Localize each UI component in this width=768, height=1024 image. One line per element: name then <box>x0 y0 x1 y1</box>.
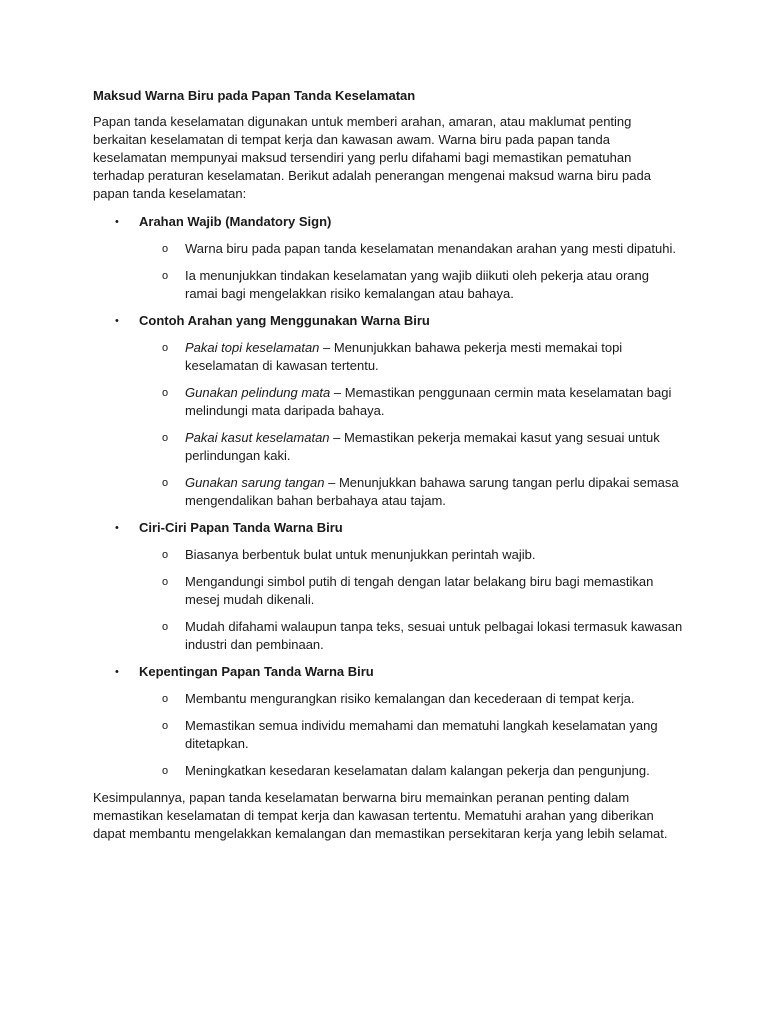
list-item <box>139 762 683 780</box>
item-text: Mengandungi simbol putih di tengah dengan latar belakang biru bagi memastikan mesej mudah dikenali. <box>185 574 654 607</box>
sub-bullet-circle: o <box>162 243 169 255</box>
sub-list <box>139 546 683 654</box>
item-text: – Menunjukkan bahawa pekerja mesti memakai topi keselamatan di kawasan tertentu. <box>185 340 623 373</box>
sub-bullet-circle: o <box>162 720 169 732</box>
item-text: Membantu mengurangkan risiko kemalangan dan kecederaan di tempat kerja. <box>185 691 635 706</box>
item-text: Memastikan semua individu memahami dan mematuhi langkah keselamatan yang ditetapkan. <box>185 718 658 751</box>
section-title: Ciri-Ciri Papan Tanda Warna Biru <box>139 520 343 535</box>
intro-paragraph: Papan tanda keselamatan digunakan untuk memberi arahan, amaran, atau maklumat penting berkaitan keselamatan di tempat kerja dan kawasan awam. Warna biru pada papan tanda keselamatan mempunyai maksud tersendiri yang perlu difahami bagi memastikan pematuhan terhadap peraturan keselamatan. Berikut adalah penerangan mengenai maksud warna biru pada papan tanda keselamatan: <box>93 114 651 201</box>
sub-bullet-circle: o <box>162 477 169 489</box>
item-text: – Memastikan penggunaan cermin mata keselamatan bagi melindungi mata daripada bahaya. <box>185 385 672 418</box>
sub-list <box>139 339 683 510</box>
document-title: Maksud Warna Biru pada Papan Tanda Keselamatan <box>93 88 416 103</box>
section-item <box>93 312 683 510</box>
section-title: Contoh Arahan yang Menggunakan Warna Biru <box>139 313 430 328</box>
document-page <box>93 87 683 843</box>
bullet-dot: • <box>115 666 119 678</box>
item-emphasis: Gunakan sarung tangan <box>185 475 325 490</box>
item-emphasis: Pakai topi keselamatan <box>185 340 320 355</box>
bullet-dot: • <box>115 522 119 534</box>
sub-list <box>139 240 683 303</box>
sub-bullet-circle: o <box>162 387 169 399</box>
list-item <box>139 339 683 375</box>
list-item <box>139 690 683 708</box>
item-emphasis: Pakai kasut keselamatan <box>185 430 330 445</box>
section-title: Kepentingan Papan Tanda Warna Biru <box>139 664 374 679</box>
sub-bullet-circle: o <box>162 693 169 705</box>
conclusion-paragraph: Kesimpulannya, papan tanda keselamatan berwarna biru memainkan peranan penting dalam memastikan keselamatan di tempat kerja dan kawasan tertentu. Mematuhi arahan yang diberikan dapat membantu mengelakkan kemalangan dan memastikan persekitaran kerja yang lebih selamat. <box>93 790 668 841</box>
sub-bullet-circle: o <box>162 342 169 354</box>
list-item <box>139 573 683 609</box>
bullet-dot: • <box>115 315 119 327</box>
item-text: – Menunjukkan bahawa sarung tangan perlu dipakai semasa mengendalikan bahan berbahaya atau tajam. <box>185 475 679 508</box>
list-item <box>139 717 683 753</box>
sub-bullet-circle: o <box>162 270 169 282</box>
item-text: Ia menunjukkan tindakan keselamatan yang wajib diikuti oleh pekerja atau orang ramai bagi mengelakkan risiko kemalangan atau bahaya. <box>185 268 649 301</box>
item-emphasis: Gunakan pelindung mata <box>185 385 331 400</box>
sub-bullet-circle: o <box>162 765 169 777</box>
section-item <box>93 213 683 303</box>
list-item <box>139 546 683 564</box>
item-text: Meningkatkan kesedaran keselamatan dalam kalangan pekerja dan pengunjung. <box>185 763 650 778</box>
item-text: Mudah difahami walaupun tanpa teks, sesuai untuk pelbagai lokasi termasuk kawasan industri dan pembinaan. <box>185 619 683 652</box>
sub-bullet-circle: o <box>162 549 169 561</box>
section-item <box>93 663 683 780</box>
list-item <box>139 240 683 258</box>
section-title: Arahan Wajib (Mandatory Sign) <box>139 214 332 229</box>
bullet-dot: • <box>115 216 119 228</box>
sub-list <box>139 690 683 780</box>
sub-bullet-circle: o <box>162 432 169 444</box>
item-text: Biasanya berbentuk bulat untuk menunjukkan perintah wajib. <box>185 547 536 562</box>
item-text: Warna biru pada papan tanda keselamatan menandakan arahan yang mesti dipatuhi. <box>185 241 676 256</box>
list-item <box>139 474 683 510</box>
item-text: – Memastikan pekerja memakai kasut yang sesuai untuk perlindungan kaki. <box>185 430 660 463</box>
list-item <box>139 618 683 654</box>
list-item <box>139 384 683 420</box>
sub-bullet-circle: o <box>162 621 169 633</box>
section-list <box>93 213 683 780</box>
sub-bullet-circle: o <box>162 576 169 588</box>
list-item <box>139 429 683 465</box>
section-item <box>93 519 683 654</box>
list-item <box>139 267 683 303</box>
